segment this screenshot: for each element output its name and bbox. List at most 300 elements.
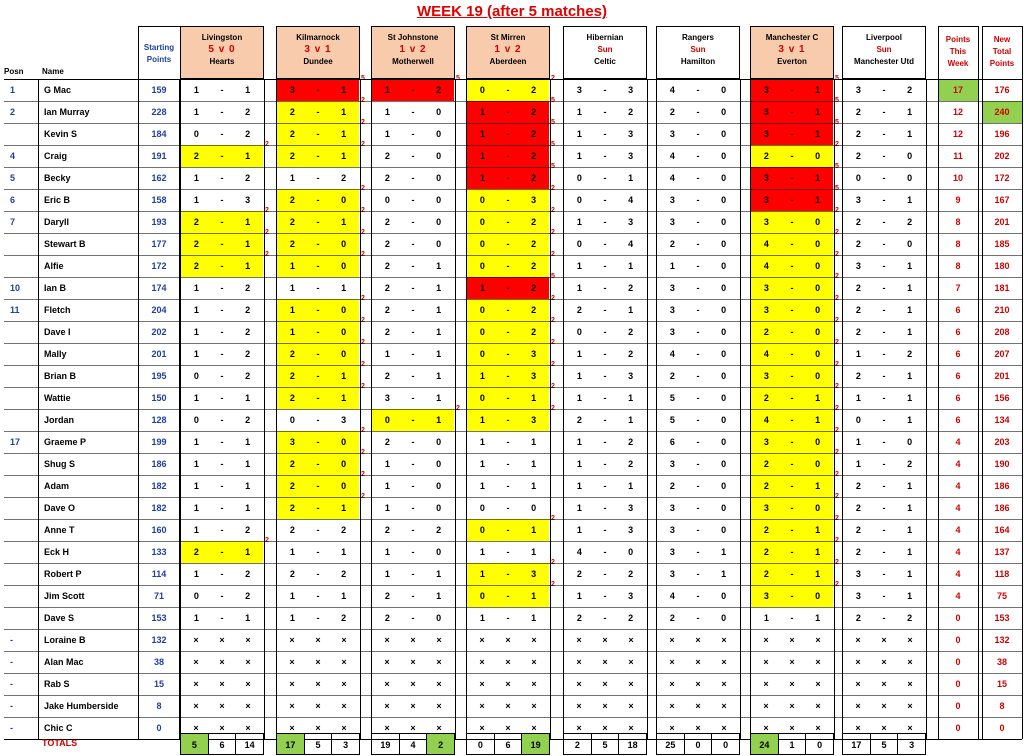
prediction-cell (467, 123, 549, 145)
table-row (0, 651, 1024, 673)
away-score: 2 (628, 349, 634, 359)
match-away-team: Everton (777, 57, 807, 66)
match-header-7 (750, 26, 834, 79)
home-score: 2 (763, 393, 769, 403)
score-separator: - (506, 173, 510, 183)
score-separator: - (506, 85, 510, 95)
home-score: 0 (193, 591, 199, 601)
away-score: 0 (341, 239, 347, 249)
away-score: 2 (245, 129, 251, 139)
prediction-cell (372, 365, 454, 387)
new-total-cell: 38 (996, 657, 1007, 667)
score-separator: - (220, 503, 224, 513)
prediction-cell (181, 387, 263, 409)
score-separator: - (506, 525, 510, 535)
prediction-cell (277, 673, 359, 695)
score-separator: - (790, 327, 794, 337)
away-score: 0 (721, 239, 727, 249)
away-score: × (721, 657, 727, 667)
prediction-cell (467, 101, 549, 123)
score-separator: - (411, 195, 415, 205)
score-separator: - (411, 393, 415, 403)
away-score: 0 (815, 437, 821, 447)
prediction-cell (277, 343, 359, 365)
row-divider (4, 123, 1022, 124)
prediction-cell (277, 431, 359, 453)
home-score: 3 (763, 129, 769, 139)
score-separator: - (603, 261, 607, 271)
match-result: 1 v 2 (494, 44, 522, 55)
totals-cell (750, 733, 834, 755)
prediction-cell (372, 255, 454, 277)
prediction-cell (843, 145, 925, 167)
score-separator: - (790, 393, 794, 403)
position-cell (4, 453, 26, 475)
table-row (0, 475, 1024, 497)
total-value: 0 (684, 734, 712, 754)
prediction-cell (657, 651, 739, 673)
points-this-week-cell: 9 (955, 195, 961, 205)
score-separator: - (882, 305, 886, 315)
score-separator: - (696, 569, 700, 579)
home-score: × (669, 657, 675, 667)
row-divider (4, 365, 1022, 366)
score-separator: - (316, 173, 320, 183)
score-separator: - (696, 173, 700, 183)
table-row (0, 189, 1024, 211)
total-value: 2 (426, 734, 454, 754)
prediction-cell (181, 585, 263, 607)
prediction-cell (181, 233, 263, 255)
score-separator: - (696, 107, 700, 117)
home-score: 1 (576, 151, 582, 161)
score-separator: - (790, 415, 794, 425)
score-separator: - (603, 393, 607, 403)
away-score: × (907, 701, 913, 711)
score-separator: - (316, 239, 320, 249)
prediction-cell (372, 189, 454, 211)
away-score: × (815, 723, 821, 733)
row-divider (4, 453, 1022, 454)
away-score: 2 (245, 305, 251, 315)
score-separator: - (603, 305, 607, 315)
row-divider (4, 255, 1022, 256)
home-score: 3 (763, 173, 769, 183)
away-score: × (531, 657, 537, 667)
home-score: 3 (763, 591, 769, 601)
away-score: 3 (531, 415, 537, 425)
prediction-cell (372, 343, 454, 365)
away-score: × (436, 701, 442, 711)
away-score: 1 (436, 261, 442, 271)
new-total-cell: 164 (994, 525, 1010, 535)
score-separator: - (696, 261, 700, 271)
prediction-cell (564, 189, 646, 211)
new-total-cell: 132 (994, 635, 1010, 645)
prediction-cell (843, 79, 925, 101)
score-separator: × (219, 679, 225, 689)
away-score: 0 (721, 195, 727, 205)
home-score: 4 (669, 349, 675, 359)
away-score: × (436, 657, 442, 667)
home-score: 2 (289, 459, 295, 469)
prediction-cell (372, 519, 454, 541)
away-score: 1 (341, 85, 347, 95)
score-separator: - (411, 151, 415, 161)
home-score: × (384, 701, 390, 711)
row-divider (4, 299, 1022, 300)
score-separator: - (696, 305, 700, 315)
score-separator: - (220, 173, 224, 183)
total-value: 2 (574, 740, 580, 750)
prediction-cell (564, 277, 646, 299)
away-score: 1 (245, 459, 251, 469)
home-score: 1 (763, 613, 769, 623)
new-total-cell: 15 (996, 679, 1007, 689)
score-separator: - (696, 393, 700, 403)
away-score: 0 (436, 195, 442, 205)
score-separator: - (603, 217, 607, 227)
total-value: 1 (778, 734, 806, 754)
prediction-cell (564, 343, 646, 365)
totals-cell (276, 733, 360, 755)
home-score: 2 (576, 569, 582, 579)
score-separator: - (506, 283, 510, 293)
home-score: 1 (384, 481, 390, 491)
home-score: 1 (576, 371, 582, 381)
score-separator: - (316, 613, 320, 623)
score-separator: - (696, 217, 700, 227)
away-score: 2 (628, 327, 634, 337)
score-separator: - (882, 129, 886, 139)
home-score: 1 (384, 107, 390, 117)
score-separator: - (696, 239, 700, 249)
score-separator: × (695, 701, 701, 711)
away-score: × (531, 701, 537, 711)
home-score: 4 (763, 415, 769, 425)
home-score: 3 (763, 503, 769, 513)
home-score: × (576, 723, 582, 733)
new-total-cell: 240 (982, 101, 1022, 123)
prediction-cell (564, 629, 646, 651)
starting-points-cell: 186 (138, 453, 180, 475)
starting-points-cell: 71 (138, 585, 180, 607)
total-value: 6 (494, 734, 522, 754)
player-name: Mally (38, 343, 138, 365)
starting-points-cell: 8 (138, 695, 180, 717)
away-score: 1 (907, 327, 913, 337)
prediction-cell (467, 519, 549, 541)
row-divider (4, 541, 1022, 542)
home-score: 1 (384, 503, 390, 513)
row-divider (4, 475, 1022, 476)
score-separator: - (506, 261, 510, 271)
row-divider (4, 717, 1022, 718)
away-score: 2 (907, 459, 913, 469)
home-score: 3 (669, 547, 675, 557)
away-score: 1 (815, 107, 821, 117)
starting-points-cell: 162 (138, 167, 180, 189)
score-separator: - (696, 591, 700, 601)
away-score: 0 (721, 525, 727, 535)
away-score: × (907, 635, 913, 645)
home-score: 1 (193, 481, 199, 491)
away-score: 3 (628, 503, 634, 513)
total-value: 4 (399, 734, 427, 754)
home-score: 2 (384, 327, 390, 337)
table-row (0, 145, 1024, 167)
score-separator: - (506, 415, 510, 425)
score-separator: - (411, 547, 415, 557)
away-score: 2 (245, 525, 251, 535)
column-divider (982, 26, 983, 739)
prediction-cell (467, 365, 549, 387)
prediction-cell (657, 409, 739, 431)
score-separator: - (316, 503, 320, 513)
home-score: 2 (855, 305, 861, 315)
home-score: 2 (763, 481, 769, 491)
prediction-cell (277, 233, 359, 255)
prediction-cell (181, 211, 263, 233)
away-score: 1 (815, 613, 821, 623)
score-separator: - (220, 459, 224, 469)
starting-points-cell: 182 (138, 475, 180, 497)
home-score: 2 (576, 305, 582, 315)
row-divider (4, 563, 1022, 564)
home-score: 2 (855, 107, 861, 117)
home-score: 1 (576, 591, 582, 601)
prediction-cell (467, 211, 549, 233)
away-score: 0 (721, 591, 727, 601)
column-divider (550, 79, 551, 739)
column-divider (750, 79, 751, 739)
score-separator: - (506, 107, 510, 117)
prediction-cell (657, 277, 739, 299)
away-score: × (436, 723, 442, 733)
score-separator: - (696, 151, 700, 161)
prediction-cell (657, 211, 739, 233)
row-divider (4, 651, 1022, 652)
away-score: × (907, 723, 913, 733)
away-score: 1 (721, 569, 727, 579)
prediction-cell (372, 431, 454, 453)
new-total-cell: 181 (994, 283, 1010, 293)
prediction-cell (657, 563, 739, 585)
prediction-cell (372, 277, 454, 299)
prediction-cell (843, 607, 925, 629)
home-score: 2 (384, 283, 390, 293)
home-score: × (855, 657, 861, 667)
prediction-cell (467, 629, 549, 651)
prediction-cell (372, 585, 454, 607)
home-score: 0 (289, 415, 295, 425)
score-separator: - (790, 547, 794, 557)
score-separator: - (220, 371, 224, 381)
prediction-cell (751, 673, 833, 695)
row-divider (4, 145, 1022, 146)
score-separator: - (882, 481, 886, 491)
score-separator: - (220, 283, 224, 293)
starting-points-header: Starting Points (143, 43, 175, 64)
home-score: 0 (384, 415, 390, 425)
points-this-week-cell: 0 (955, 613, 961, 623)
prediction-cell (657, 519, 739, 541)
score-separator: - (882, 437, 886, 447)
score-separator: - (220, 437, 224, 447)
home-score: × (669, 701, 675, 711)
home-score: × (763, 679, 769, 689)
away-score: 0 (815, 261, 821, 271)
match-result: 3 v 1 (304, 44, 332, 55)
home-score: 1 (384, 459, 390, 469)
home-score: 2 (193, 151, 199, 161)
home-score: 1 (289, 305, 295, 315)
score-separator: × (315, 723, 321, 733)
player-name: Dave S (38, 607, 138, 629)
table-row (0, 629, 1024, 651)
score-separator: × (410, 657, 416, 667)
home-score: × (669, 723, 675, 733)
score-separator: - (790, 107, 794, 117)
home-score: 1 (479, 481, 485, 491)
match-home-team: Livingston (201, 33, 243, 42)
prediction-cell (657, 255, 739, 277)
score-separator: - (790, 503, 794, 513)
points-this-week-cell: 0 (955, 635, 961, 645)
away-score: 1 (245, 481, 251, 491)
position-cell: 10 (10, 283, 21, 293)
total-value: 5 (304, 734, 332, 754)
away-score: 1 (341, 503, 347, 513)
home-score: 1 (855, 393, 861, 403)
score-separator: - (220, 613, 224, 623)
home-score: 2 (289, 393, 295, 403)
table-row (0, 409, 1024, 431)
prediction-cell (564, 79, 646, 101)
home-score: × (479, 701, 485, 711)
prediction-cell (467, 453, 549, 475)
home-score: 2 (289, 151, 295, 161)
new-total-cell: 0 (999, 723, 1005, 733)
position-cell (4, 563, 26, 585)
home-score: 3 (763, 437, 769, 447)
player-name: Ian Murray (38, 101, 138, 123)
away-score: 1 (436, 569, 442, 579)
score-separator: - (790, 85, 794, 95)
points-this-week-cell: 4 (955, 503, 961, 513)
score-separator: - (411, 459, 415, 469)
total-value: 24 (751, 734, 778, 754)
starting-points-cell: 202 (138, 321, 180, 343)
starting-points-cell: 159 (138, 79, 180, 101)
points-this-week-cell: 4 (955, 459, 961, 469)
score-separator: - (882, 151, 886, 161)
away-score: 1 (245, 261, 251, 271)
prediction-cell (564, 497, 646, 519)
prediction-cell (843, 343, 925, 365)
home-score: 0 (576, 173, 582, 183)
home-score: 4 (669, 151, 675, 161)
away-score: × (341, 657, 347, 667)
score-separator: - (603, 525, 607, 535)
player-name: Becky (38, 167, 138, 189)
away-score: 0 (815, 239, 821, 249)
home-score: × (479, 723, 485, 733)
starting-points-cell: 182 (138, 497, 180, 519)
score-separator: - (411, 261, 415, 271)
away-score: 2 (628, 459, 634, 469)
prediction-cell (372, 563, 454, 585)
home-score: 0 (479, 195, 485, 205)
player-name: Craig (38, 145, 138, 167)
away-score: × (245, 635, 251, 645)
score-separator: - (696, 85, 700, 95)
prediction-cell (181, 651, 263, 673)
total-value: 6 (208, 734, 236, 754)
home-score: × (479, 679, 485, 689)
home-score: 1 (289, 327, 295, 337)
away-score: 0 (436, 503, 442, 513)
table-row (0, 101, 1024, 123)
home-score: 4 (669, 173, 675, 183)
home-score: 1 (193, 393, 199, 403)
match-result: Sun (690, 45, 706, 54)
home-score: 4 (576, 547, 582, 557)
match-header-1 (180, 26, 264, 79)
score-separator: - (506, 305, 510, 315)
home-score: 0 (193, 129, 199, 139)
points-this-week-header: Points This Week (945, 35, 971, 68)
player-name: Rab S (38, 673, 138, 695)
points-this-week-cell: 6 (955, 349, 961, 359)
away-score: 1 (907, 481, 913, 491)
home-score: 1 (384, 569, 390, 579)
prediction-cell (564, 563, 646, 585)
away-score: 1 (341, 129, 347, 139)
away-score: 1 (907, 195, 913, 205)
home-score: 2 (763, 327, 769, 337)
home-score: 2 (855, 481, 861, 491)
away-score: 0 (721, 107, 727, 117)
total-value: 3 (331, 734, 359, 754)
position-cell (4, 475, 26, 497)
away-score: 0 (815, 151, 821, 161)
prediction-cell (277, 387, 359, 409)
score-separator: - (790, 239, 794, 249)
match-home-team: Kilmarnock (296, 33, 340, 42)
score-separator: - (696, 525, 700, 535)
prediction-cell (657, 299, 739, 321)
score-separator: × (695, 657, 701, 667)
home-score: 3 (669, 525, 675, 535)
prediction-cell (751, 189, 833, 211)
score-separator: - (790, 305, 794, 315)
score-separator: × (410, 635, 416, 645)
home-score: 1 (193, 85, 199, 95)
home-score: 2 (289, 217, 295, 227)
prediction-cell (277, 277, 359, 299)
prediction-cell (277, 79, 359, 101)
starting-points-cell: 228 (138, 101, 180, 123)
row-divider (4, 607, 1022, 608)
away-score: 2 (907, 85, 913, 95)
totals-cell (842, 733, 926, 755)
home-score: 2 (855, 239, 861, 249)
position-cell: 2 (10, 107, 16, 117)
prediction-cell (843, 233, 925, 255)
home-score: × (763, 723, 769, 733)
score-separator: - (790, 613, 794, 623)
